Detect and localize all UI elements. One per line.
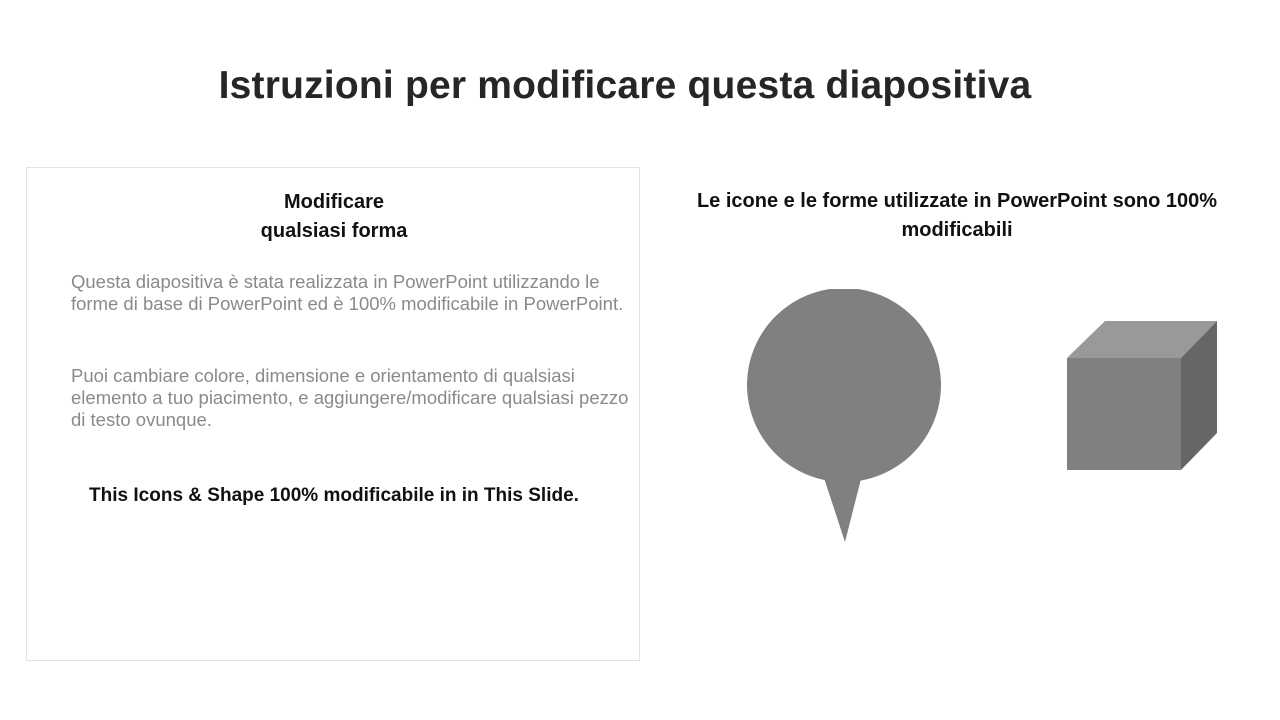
left-text-panel [26,167,640,661]
speech-bubble-icon [745,289,945,544]
cube-icon [1064,318,1220,474]
instructions-paragraph-2: Puoi cambiare colore, dimensione e orientamento di qualsiasi elemento a tuo piacimento, e aggiungere/modificare qualsiasi pezzo di testo ovunque. [71,365,629,430]
cube-front-face [1067,358,1181,470]
left-heading-line-2: qualsiasi forma [260,220,408,242]
left-panel-heading [27,188,641,246]
left-panel-footer: This Icons & Shape 100% modificabile in in This Slide. [89,485,579,506]
left-heading-line-1: Modificare [283,191,385,213]
speech-bubble-shape [823,475,862,542]
instructions-paragraph-1: Questa diapositiva è stata realizzata in PowerPoint utilizzando le forme di base di PowerPoint ed è 100% modificabile in PowerPoint. [71,271,624,314]
speech-bubble-circle [747,289,941,482]
right-panel-heading: Le icone e le forme utilizzate in PowerPoint sono 100% modificabili [696,190,1218,241]
slide-title: Istruzioni per modificare questa diapositiva [218,64,1032,107]
